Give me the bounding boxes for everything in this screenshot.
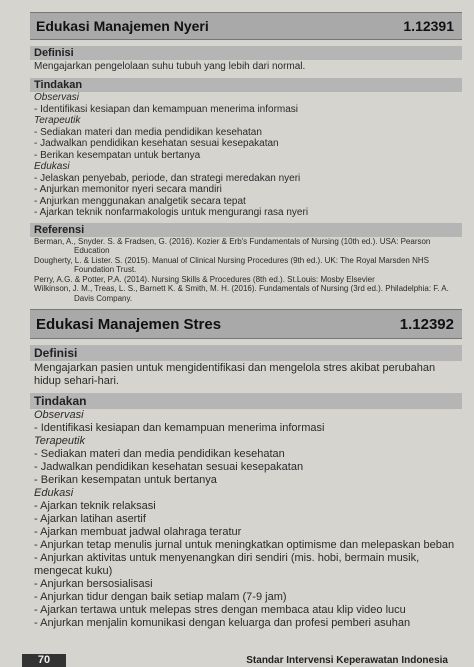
definisi-text: Mengajarkan pasien untuk mengidentifikasi dan mengelola stres akibat perubahan hidup sehari-hari. [34,362,436,387]
reference-entry: Dougherty, L. & Lister. S. (2015). Manual of Clinical Nursing Procedures (9th ed.). UK: The Royal Marsden NHS Foundation Trust. [34,255,429,274]
list-item: - Sediakan materi dan media pendidikan kesehatan [34,448,462,461]
list-item: - Anjurkan menggunakan analgetik secara tepat [34,196,462,208]
book-title: Standar Intervensi Keperawatan Indonesia [246,655,448,666]
list-item: - Ajarkan teknik relaksasi [34,500,462,513]
reference-entry: Perry, A.G. & Potter, P.A. (2014). Nursing Skills & Procedures (8th ed.). St.Louis: Mosby Elsevier [34,274,375,284]
page-content [30,12,462,630]
edukasi-label: Edukasi [34,487,74,499]
list-item: - Identifikasi kesiapan dan kemampuan menerima informasi [34,104,462,116]
intervention-block-nyeri [30,12,462,303]
terapeutik-list [30,448,462,487]
list-item: - Ajarkan membuat jadwal olahraga teratur [34,526,462,539]
referensi-list [30,237,462,304]
list-item: - Ajarkan latihan asertif [34,513,462,526]
list-item: - Anjurkan bersosialisasi [34,578,462,591]
list-item: - Berikan kesempatan untuk bertanya [34,474,462,487]
intervention-code: 1.12392 [399,315,454,333]
observasi-list [30,104,462,116]
terapeutik-label: Terapeutik [34,435,85,447]
list-item: - Jelaskan penyebab, periode, dan strategi meredakan nyeri [34,173,462,185]
reference-entry: Wilkinson, J. M., Treas, L. S., Barnett K. & Smith, M. H. (2016). Fundamentals of Nursing (3rd ed.). Philadelphia: F. A. Davis Company. [34,284,449,303]
edukasi-list [30,173,462,219]
tindakan-heading: Tindakan [30,78,462,92]
tindakan-heading: Tindakan [30,393,462,409]
list-item: - Ajarkan tertawa untuk melepas stres dengan membaca atau klip video lucu [34,604,462,617]
intervention-title-bar [30,12,462,40]
intervention-title: Edukasi Manajemen Nyeri [36,18,209,34]
page-footer [0,654,474,667]
list-item: - Anjurkan tetap menulis jurnal untuk meningkatkan optimisme dan melepaskan beban [34,539,462,552]
intervention-title: Edukasi Manajemen Stres [36,315,222,333]
reference-entry: Berman, A., Snyder. S. & Fradsen, G. (2016). Kozier & Erb's Fundamentals of Nursing (10th ed.). USA: Pearson Education [34,236,431,255]
observasi-label: Observasi [34,92,80,103]
edukasi-list [30,500,462,630]
list-item: - Anjurkan tidur dengan baik setiap malam (7-9 jam) [34,591,462,604]
definisi-text: Mengajarkan pengelolaan suhu tubuh yang lebih dari normal. [34,61,306,72]
list-item: - Anjurkan menjalin komunikasi dengan keluarga dan profesi pemberi asuhan [34,617,462,630]
list-item: - Ajarkan teknik nonfarmakologis untuk mengurangi rasa nyeri [34,207,462,219]
observasi-list [30,422,462,435]
intervention-code: 1.12391 [403,18,454,34]
observasi-label: Observasi [34,409,84,421]
terapeutik-label: Terapeutik [34,115,81,126]
list-item: - Identifikasi kesiapan dan kemampuan menerima informasi [34,422,462,435]
terapeutik-list [30,127,462,162]
definisi-heading: Definisi [30,345,462,361]
list-item: - Anjurkan aktivitas untuk menyenangkan diri sendiri (mis. hobi, bermain musik, mengecat kuku) [34,552,462,578]
intervention-block-stres [30,309,462,630]
list-item: - Sediakan materi dan media pendidikan kesehatan [34,127,462,139]
list-item: - Berikan kesempatan untuk bertanya [34,150,462,162]
intervention-title-bar [30,309,462,339]
list-item: - Jadwalkan pendidikan kesehatan sesuai kesepakatan [34,461,462,474]
referensi-heading: Referensi [30,223,462,237]
list-item: - Anjurkan memonitor nyeri secara mandiri [34,184,462,196]
page-number: 70 [22,654,66,667]
definisi-heading: Definisi [30,46,462,60]
list-item: - Jadwalkan pendidikan kesehatan sesuai kesepakatan [34,138,462,150]
edukasi-label: Edukasi [34,161,70,172]
